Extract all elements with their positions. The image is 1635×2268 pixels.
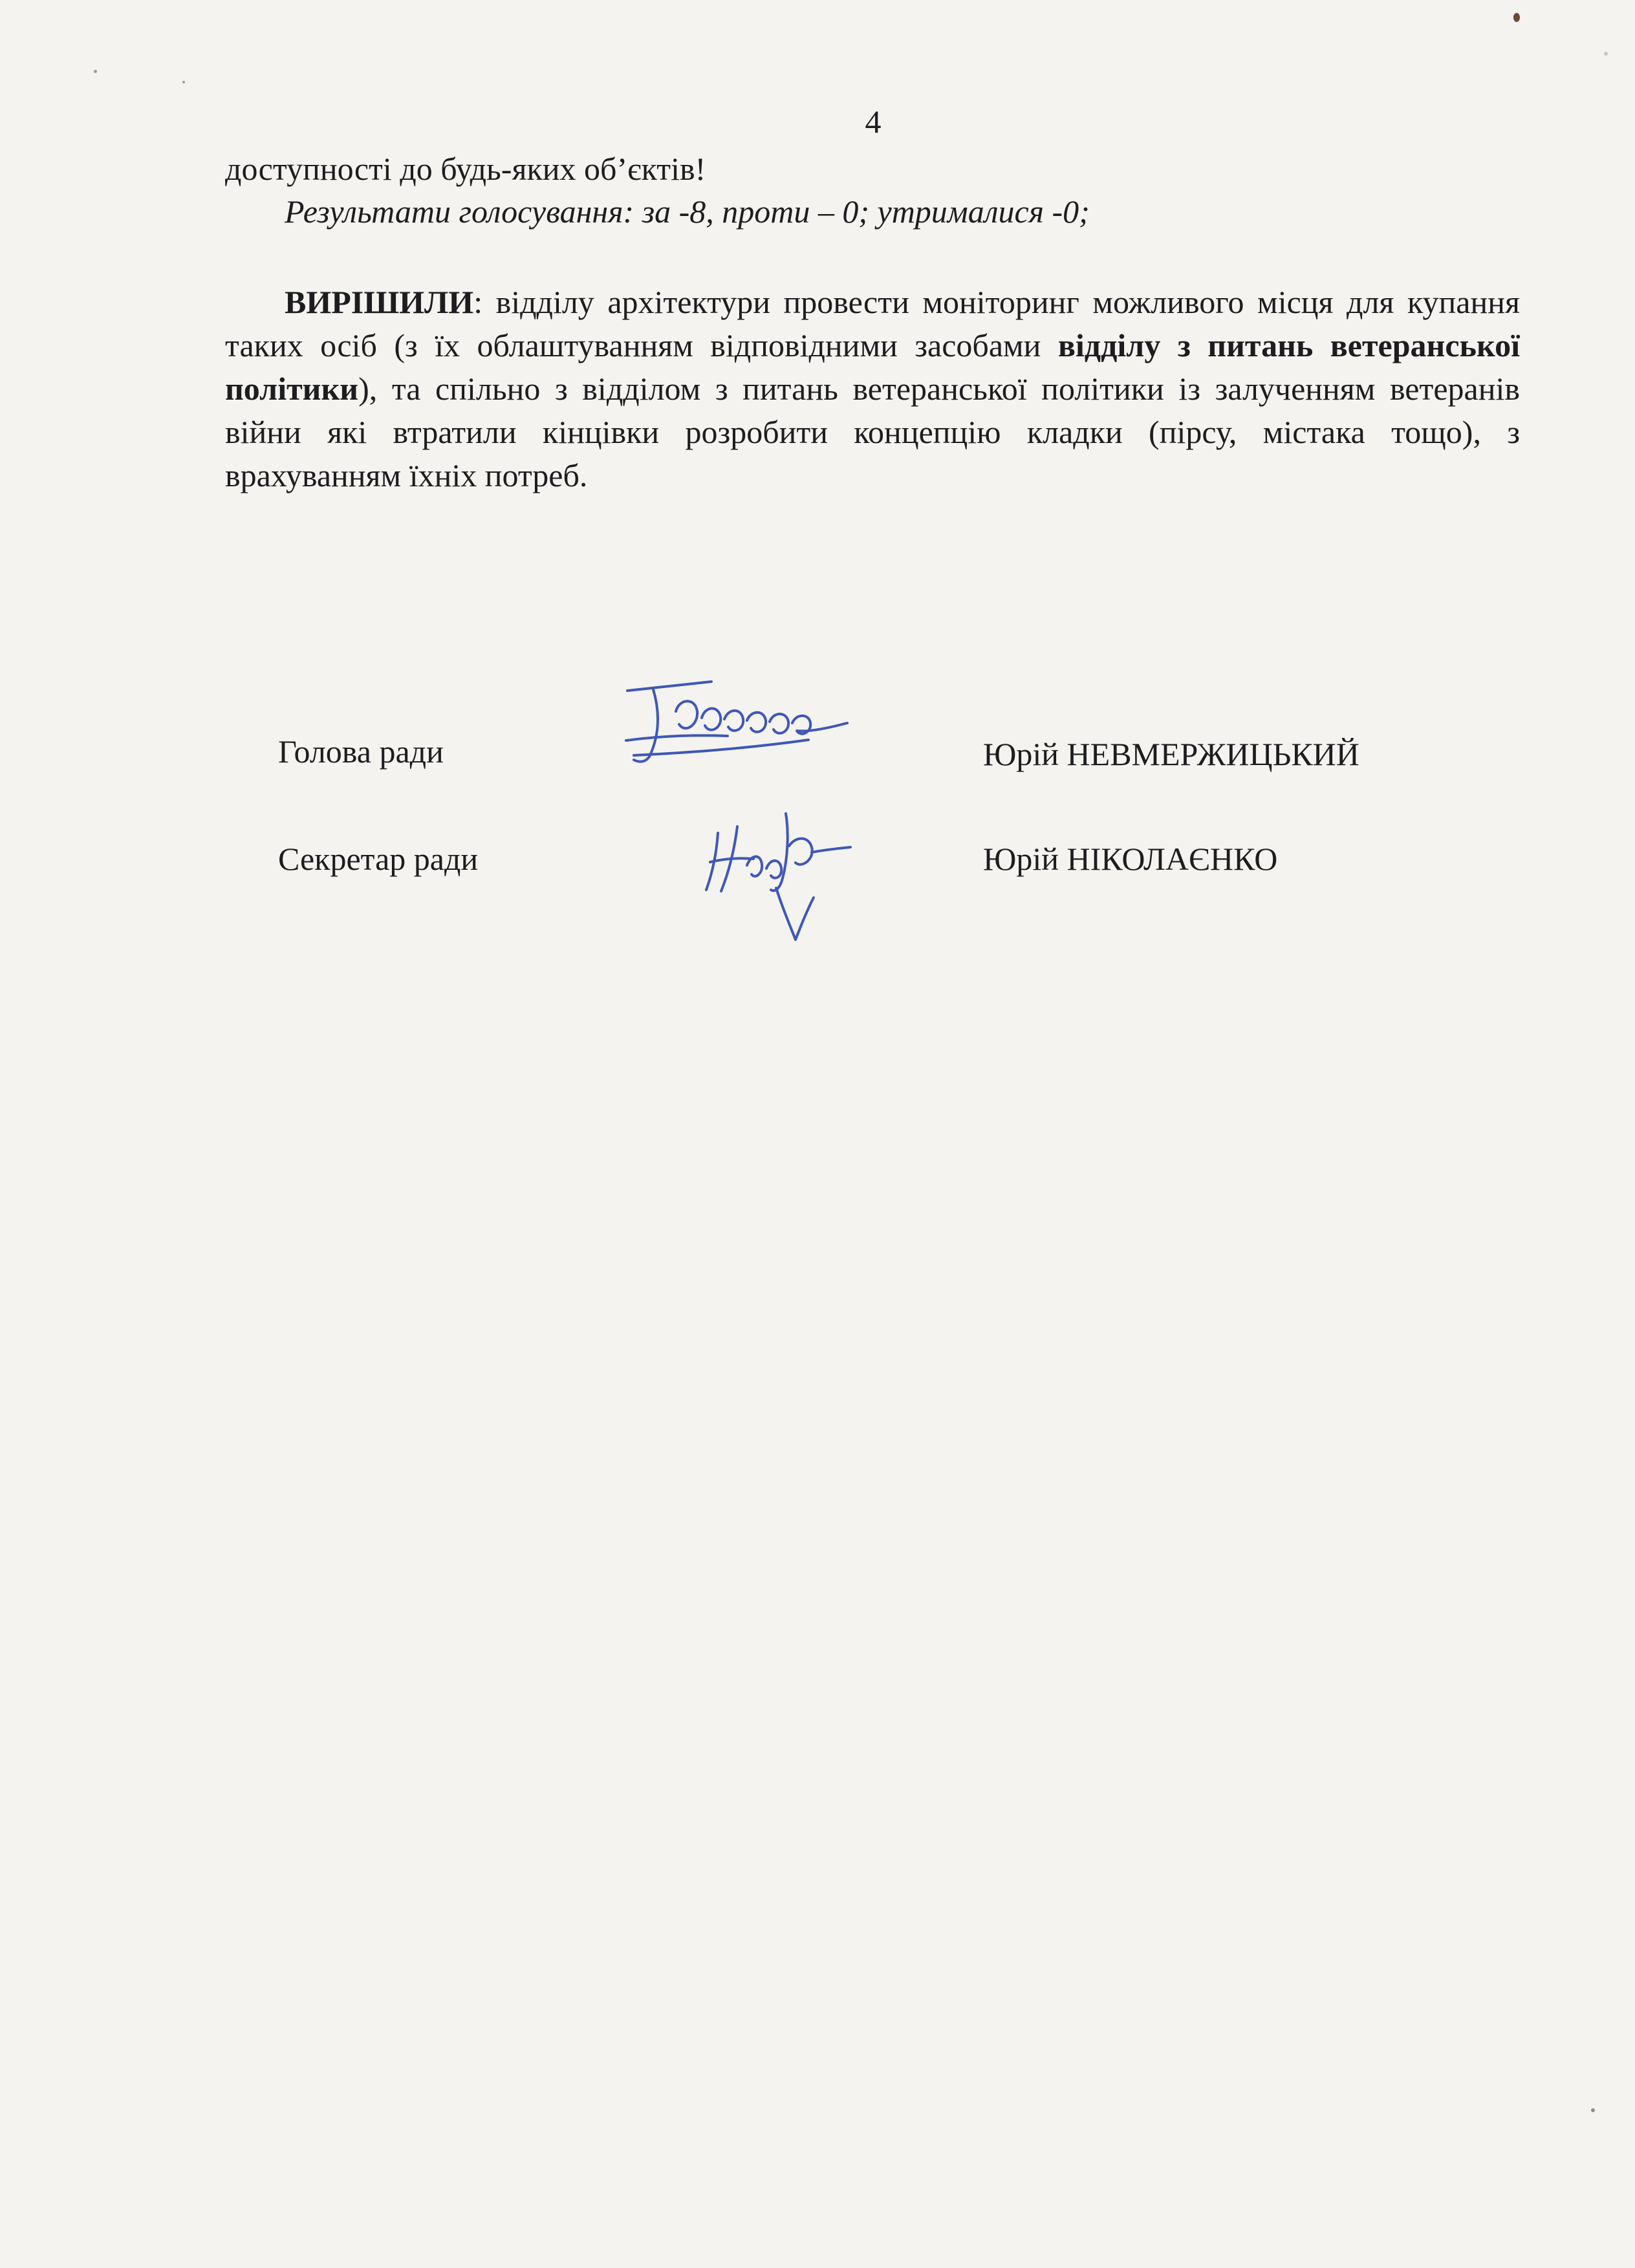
scan-speck <box>1604 52 1608 56</box>
scan-speck <box>182 81 185 83</box>
signature-name: Юрій НІКОЛАЄНКО <box>983 841 1278 877</box>
signature-name: Юрій НЕВМЕРЖИЦЬКИЙ <box>983 736 1359 772</box>
signature-title: Голова ради <box>278 733 444 770</box>
decision-text-part2: ), та спільно з відділом з питань ветеранської політики із залученням ветеранів війни які втратили кінцівки розробити концепцію кладки (пірсу, містака тощо), з врахуванням їхніх потреб. <box>225 371 1520 493</box>
intro-line: доступності до будь-яких об’єктів! <box>225 151 706 187</box>
decision-department: відділу з питань ветеранської політики <box>225 327 1520 407</box>
chairman-signature <box>614 673 860 770</box>
decision-label: ВИРІШИЛИ <box>285 284 474 320</box>
decision-text-part1: : відділу архітектури провести моніторинг можливого місця для купання таких осіб (з їх облаштуванням відповідними засобами <box>225 284 1520 363</box>
scan-speck <box>1591 2108 1595 2112</box>
signature-row-chairman <box>0 673 1635 802</box>
page-number: 4 <box>865 103 882 140</box>
voting-results: Результати голосування: за -8, проти – 0; утрималися -0; <box>285 193 1090 230</box>
signature-row-secretary <box>0 821 1635 951</box>
decision-paragraph <box>225 281 1520 497</box>
secretary-signature <box>698 807 893 949</box>
scan-speck <box>94 70 97 73</box>
signature-title: Секретар ради <box>278 841 479 877</box>
scan-speck <box>1513 13 1520 22</box>
